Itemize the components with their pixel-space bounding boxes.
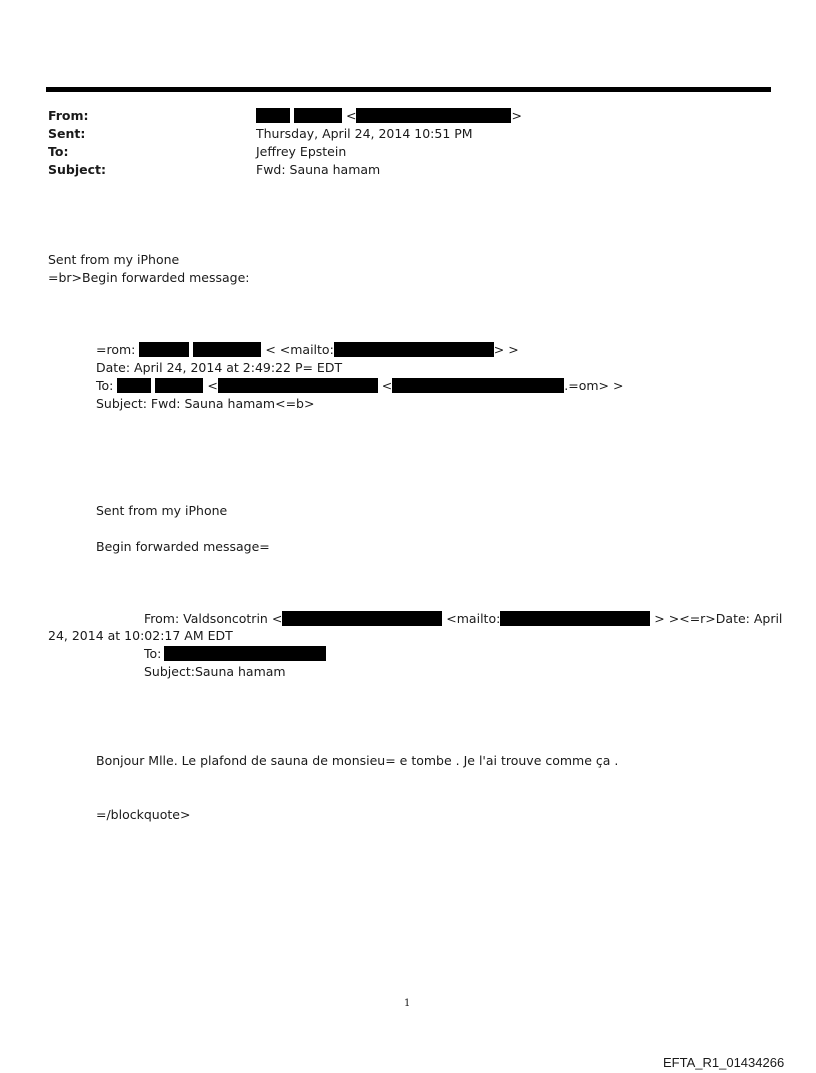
document-id: EFTA_R1_01434266	[663, 1055, 785, 1070]
redaction-block	[392, 378, 564, 393]
fwd2-subject-line: Subject:Sauna hamam	[144, 664, 286, 679]
fwd2-from-prefix: From: Valdsoncotrin <	[144, 611, 283, 626]
redaction-block	[117, 378, 151, 393]
fwd2-from-line	[144, 610, 782, 628]
redaction-block	[218, 378, 378, 393]
fwd1-from-mid: < <mailto:	[265, 342, 334, 357]
fwd2-to-line	[144, 645, 326, 663]
from-lt: <	[345, 108, 357, 123]
from-gt: >	[511, 108, 522, 123]
message-body: Bonjour Mlle. Le plafond de sauna de monsieu= e tombe . Je l'ai trouve comme ça .	[96, 753, 619, 768]
fwd2-to-prefix: To:	[144, 646, 162, 661]
sent-label: Sent:	[48, 126, 86, 141]
fwd2-date-line: 24, 2014 at 10:02:17 AM EDT	[48, 628, 233, 643]
redaction-block	[193, 342, 261, 357]
sent-from-line: Sent from my iPhone	[48, 252, 180, 267]
fwd1-from-end: > >	[493, 342, 519, 357]
to-value: Jeffrey Epstein	[256, 144, 347, 159]
fwd1-subject-line: Subject: Fwd: Sauna hamam<=b>	[96, 396, 315, 411]
begin-forwarded-line: =br>Begin forwarded message:	[48, 270, 250, 285]
fwd1-date-line: Date: April 24, 2014 at 2:49:22 P= EDT	[96, 360, 343, 375]
fwd2-from-mailto: <mailto:	[446, 611, 501, 626]
redaction-block	[282, 611, 442, 626]
subject-label: Subject:	[48, 162, 106, 177]
fwd1-from-line	[96, 341, 519, 359]
header-rule	[46, 87, 771, 92]
subject-value: Fwd: Sauna hamam	[256, 162, 381, 177]
page-number: 1	[404, 998, 411, 1009]
fwd2-from-tail: > ><=r>Date: April	[654, 611, 783, 626]
sent-value: Thursday, April 24, 2014 10:51 PM	[256, 126, 473, 141]
redaction-block	[256, 108, 290, 123]
redaction-block	[294, 108, 342, 123]
fwd1-to-end: .=om> >	[564, 378, 624, 393]
closing-tag-text: =/blockquote>	[96, 807, 191, 822]
fwd1-to-line	[96, 377, 623, 395]
redaction-block	[356, 108, 511, 123]
from-label: From:	[48, 108, 89, 123]
redaction-block	[500, 611, 650, 626]
fwd1-to-prefix: To:	[96, 378, 114, 393]
redaction-block	[139, 342, 189, 357]
from-value	[256, 107, 522, 125]
fwd1-sent-from-line: Sent from my iPhone	[96, 503, 228, 518]
redaction-block	[164, 646, 326, 661]
fwd1-from-prefix: =rom:	[96, 342, 136, 357]
to-label: To:	[48, 144, 69, 159]
fwd1-to-lt1: <	[207, 378, 218, 393]
redaction-block	[334, 342, 494, 357]
fwd1-to-lt2: <	[381, 378, 393, 393]
redaction-block	[155, 378, 203, 393]
fwd1-begin-forwarded-line: Begin forwarded message=	[96, 539, 270, 554]
